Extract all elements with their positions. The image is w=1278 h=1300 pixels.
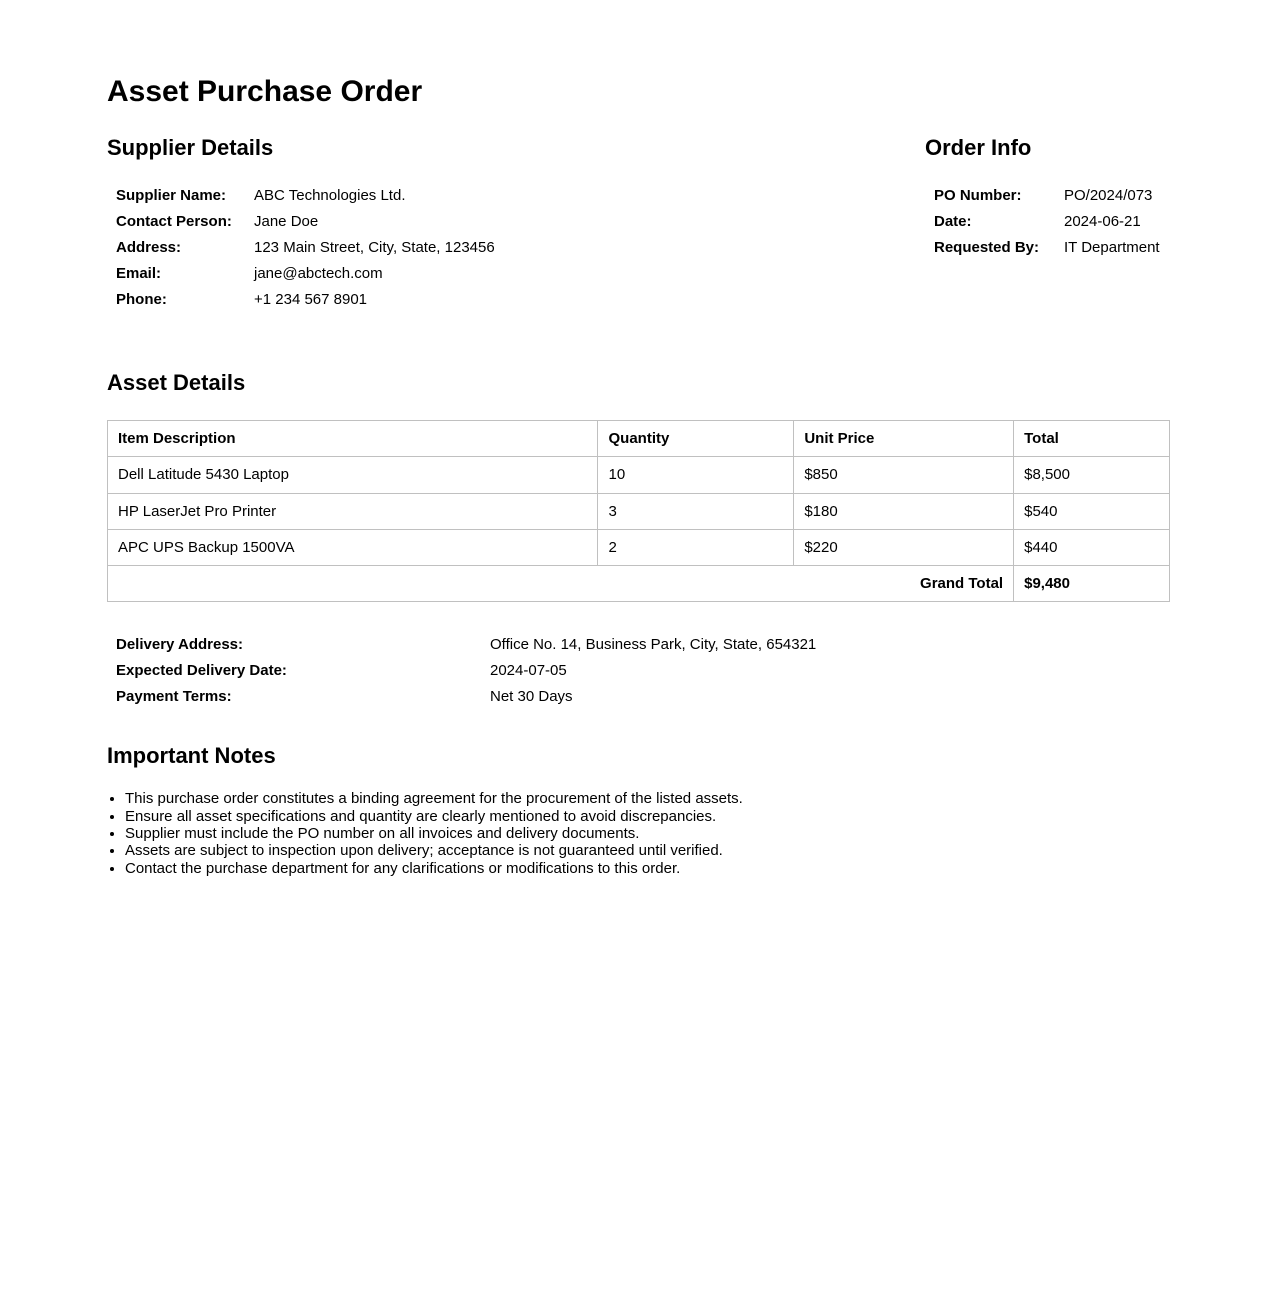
field-value: IT Department — [1064, 239, 1160, 256]
asset-details-table — [107, 420, 1170, 602]
field-value: jane@abctech.com — [254, 265, 383, 282]
table-column-header: Total — [1014, 421, 1170, 457]
field-row — [116, 261, 495, 287]
field-label: Phone: — [116, 291, 167, 308]
quantity-cell: 2 — [598, 529, 794, 565]
page-title: Asset Purchase Order — [107, 75, 423, 108]
table-column-header: Item Description — [108, 421, 598, 457]
item-description-cell: HP LaserJet Pro Printer — [108, 493, 598, 529]
field-label: Expected Delivery Date: — [116, 662, 287, 680]
field-label: Requested By: — [934, 239, 1040, 256]
field-value: Office No. 14, Business Park, City, State, 654321 — [490, 636, 817, 654]
order-info-section — [925, 137, 1170, 313]
note-item: • Contact the purchase department for any clarifications or modifications to this order. — [125, 860, 1170, 877]
field-row — [934, 235, 1170, 261]
note-item: • This purchase order constitutes a binding agreement for the procurement of the listed assets. — [125, 790, 1170, 807]
field-label: PO Number: — [934, 187, 1022, 204]
asset-details-heading: Asset Details — [107, 370, 246, 395]
field-value: Jane Doe — [254, 213, 319, 230]
field-value: PO/2024/073 — [1064, 187, 1153, 204]
field-value: Net 30 Days — [490, 688, 573, 706]
supplier-details-heading: Supplier Details — [107, 135, 274, 160]
unit-price-cell: $850 — [794, 457, 1014, 493]
field-label: Address: — [116, 239, 182, 256]
order-info-fields — [925, 183, 1170, 261]
note-item: • Supplier must include the PO number on all invoices and delivery documents. — [125, 825, 1170, 842]
field-label: Delivery Address: — [116, 636, 244, 654]
unit-price-cell: $220 — [794, 529, 1014, 565]
table-column-header: Unit Price — [794, 421, 1014, 457]
important-notes-list — [107, 790, 1170, 877]
field-row — [116, 287, 495, 313]
table-row — [108, 493, 1170, 529]
unit-price-cell: $180 — [794, 493, 1014, 529]
field-label: Contact Person: — [116, 213, 232, 230]
field-label: Date: — [934, 213, 972, 230]
field-row — [116, 684, 1170, 710]
grand-total-value: $9,480 — [1014, 566, 1170, 602]
total-cell: $540 — [1014, 493, 1170, 529]
quantity-cell: 3 — [598, 493, 794, 529]
table-body — [108, 457, 1170, 566]
field-row — [116, 658, 1170, 684]
grand-total-label: Grand Total — [108, 566, 1014, 602]
field-row — [934, 183, 1170, 209]
field-row — [934, 209, 1170, 235]
supplier-details-section — [107, 137, 495, 313]
table-row — [108, 529, 1170, 565]
item-description-cell: Dell Latitude 5430 Laptop — [108, 457, 598, 493]
field-row — [116, 632, 1170, 658]
field-value: 123 Main Street, City, State, 123456 — [254, 239, 495, 256]
field-row — [116, 209, 495, 235]
field-value: 2024-06-21 — [1064, 213, 1141, 230]
field-value: ABC Technologies Ltd. — [254, 187, 406, 204]
table-column-header: Quantity — [598, 421, 794, 457]
order-info-heading: Order Info — [925, 135, 1032, 160]
supplier-fields — [107, 183, 495, 313]
note-item: • Ensure all asset specifications and quantity are clearly mentioned to avoid discrepancies. — [125, 808, 1170, 825]
total-cell: $8,500 — [1014, 457, 1170, 493]
total-cell: $440 — [1014, 529, 1170, 565]
table-header-row — [108, 421, 1170, 457]
field-value: 2024-07-05 — [490, 662, 567, 680]
field-row — [116, 235, 495, 261]
quantity-cell: 10 — [598, 457, 794, 493]
grand-total-row — [108, 566, 1170, 602]
delivery-info-fields — [107, 632, 1170, 710]
important-notes-heading: Important Notes — [107, 743, 276, 769]
field-label: Supplier Name: — [116, 187, 227, 204]
field-row — [116, 183, 495, 209]
field-label: Payment Terms: — [116, 688, 232, 706]
table-row — [108, 457, 1170, 493]
details-header-row — [107, 137, 1170, 313]
item-description-cell: APC UPS Backup 1500VA — [108, 529, 598, 565]
field-value: +1 234 567 8901 — [254, 291, 368, 308]
note-item: • Assets are subject to inspection upon delivery; acceptance is not guaranteed until verified. — [125, 842, 1170, 859]
field-label: Email: — [116, 265, 162, 282]
